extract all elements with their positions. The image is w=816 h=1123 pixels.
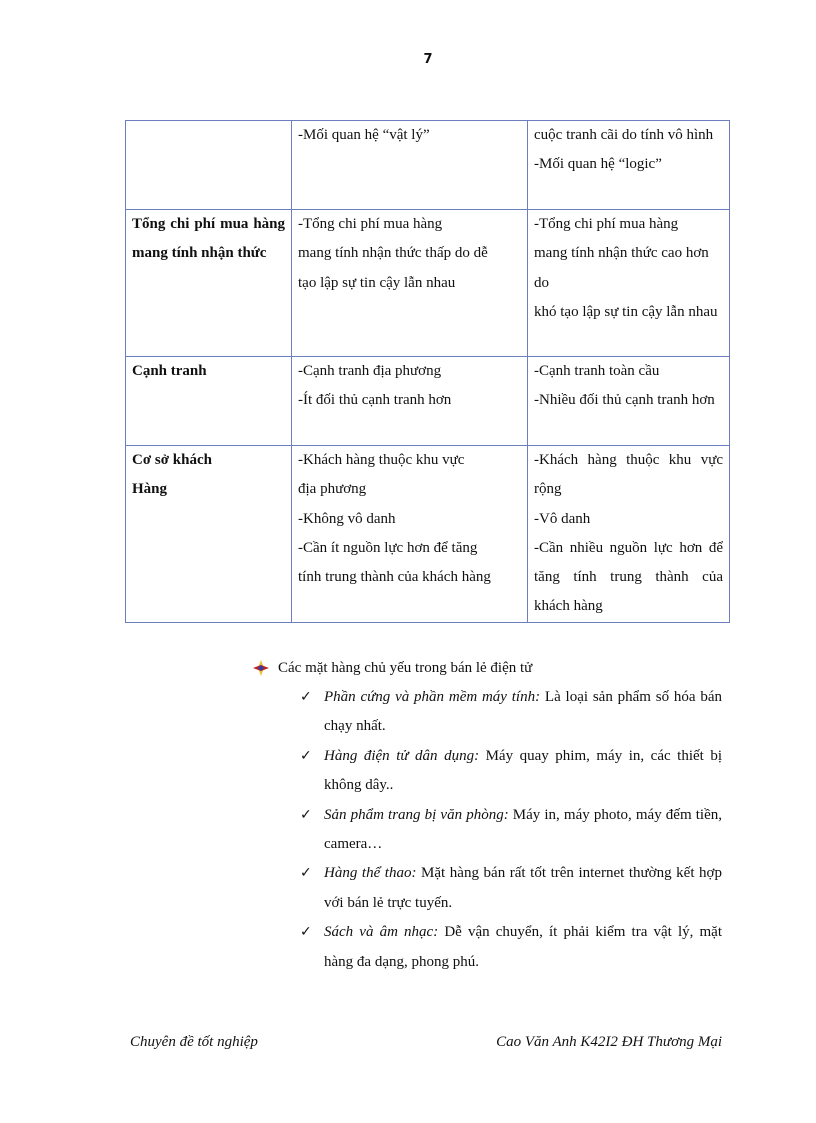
row-label [126, 446, 292, 623]
table-row [126, 357, 730, 446]
list-item-body [324, 918, 722, 977]
item-text: Là loại sản phẩm số hóa bán chạy nhất. [324, 689, 722, 735]
row-label: Cạnh tranh [126, 357, 292, 446]
traditional-cell [292, 210, 528, 357]
item-term: Hàng điện tử dân dụng: [324, 747, 480, 764]
list-item [300, 918, 722, 977]
item-term: Phần cứng và phần mềm máy tính: [324, 689, 541, 705]
list-item [300, 742, 722, 801]
cell-line: tính trung thành của khách hàng [298, 569, 491, 586]
cell-line: -Cạnh tranh toàn cầu [534, 363, 660, 379]
cell-line: -Cạnh tranh địa phương [298, 363, 442, 379]
list-item-body [324, 859, 722, 918]
electronic-cell [528, 210, 730, 357]
checkmark-icon: ✓ [300, 689, 312, 705]
cell-line: cuộc tranh cãi do tính vô hình [534, 127, 714, 143]
footer-left: Chuyên đề tốt nghiệp [130, 1034, 258, 1050]
table-row [126, 446, 730, 623]
row-label [126, 121, 292, 210]
item-term: Sản phẩm trang bị văn phòng: [324, 806, 509, 823]
cell-line: khó tạo lập sự tin cậy lẫn nhau [534, 303, 718, 320]
cell-line: -Không vô danh [298, 510, 396, 527]
traditional-cell [292, 357, 528, 446]
item-term: Hàng thể thao: [324, 865, 417, 882]
diamond-bullet-icon [252, 659, 270, 677]
checkmark-icon: ✓ [300, 924, 312, 941]
cell-line: mang tính nhận thức cao hơn do [534, 245, 709, 291]
row-label-line: Hàng [132, 481, 168, 498]
list-item-body [324, 683, 722, 742]
cell-line: -Vô danh [534, 510, 591, 527]
electronic-cell [528, 121, 730, 210]
cell-line: -Tổng chi phí mua hàng [534, 216, 679, 232]
cell-line: tạo lập sự tin cậy lẫn nhau [298, 274, 456, 291]
cell-line: -Khách hàng thuộc khu vực [298, 452, 465, 468]
cell-line: -Ít đối thủ cạnh tranh hơn [298, 392, 452, 409]
page-number: 7 [423, 52, 433, 67]
comparison-table [125, 120, 730, 623]
cell-line: -Cần nhiều nguồn lực hơn để tăng tính trung thành của khách hàng [534, 539, 723, 615]
item-text: Máy quay phim, máy in, các thiết bị không dây.. [324, 747, 722, 794]
traditional-cell [292, 121, 528, 210]
cell-line: -Khách hàng thuộc khu vực rộng [534, 452, 723, 498]
item-text: Mặt hàng bán rất tốt trên internet thường kết hợp với bán lẻ trực tuyến. [324, 865, 722, 911]
list-item [300, 859, 722, 918]
item-text: Dễ vận chuyển, ít phải kiểm tra vật lý, mặt hàng đa dạng, phong phú. [324, 924, 722, 970]
row-label-line: Cơ sở khách [132, 452, 212, 468]
list-item-body [324, 801, 722, 860]
checkmark-icon: ✓ [300, 747, 312, 764]
list-item [300, 683, 722, 742]
cell-line: -Nhiều đối thủ cạnh tranh hơn [534, 392, 715, 409]
traditional-cell [292, 446, 528, 623]
table-row [126, 121, 730, 210]
electronic-cell [528, 446, 730, 623]
cell-line: -Cần ít nguồn lực hơn để tăng [298, 539, 478, 556]
cell-line: -Mối quan hệ “logic” [534, 156, 662, 173]
cell-line: -Mối quan hệ “vật lý” [298, 127, 430, 143]
checkmark-icon: ✓ [300, 865, 312, 882]
checkmark-icon: ✓ [300, 806, 312, 823]
cell-line: địa phương [298, 481, 367, 498]
list-item [300, 801, 722, 860]
product-list [300, 683, 722, 977]
section-heading-text: Các mặt hàng chủ yếu trong bán lẻ điện tử [278, 660, 533, 676]
list-item-body [324, 742, 722, 801]
row-label: Tổng chi phí mua hàng mang tính nhận thức [126, 210, 292, 357]
footer-right: Cao Văn Anh K42I2 ĐH Thương Mại [496, 1034, 722, 1050]
table-row [126, 210, 730, 357]
cell-line: -Tổng chi phí mua hàng [298, 216, 443, 232]
electronic-cell [528, 357, 730, 446]
section-heading [252, 654, 532, 682]
cell-line: mang tính nhận thức thấp do dễ [298, 245, 488, 262]
item-term: Sách và âm nhạc: [324, 924, 439, 941]
item-text: Máy in, máy photo, máy đếm tiền, camera… [324, 806, 722, 853]
